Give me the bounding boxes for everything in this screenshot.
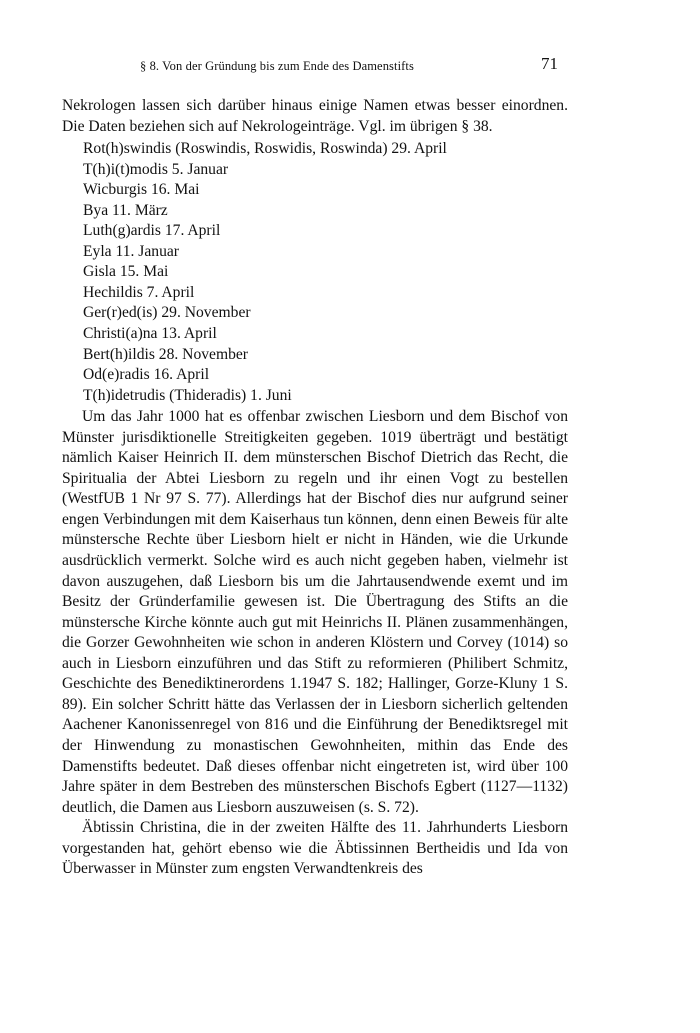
list-item: T(h)i(t)modis 5. Januar	[83, 160, 229, 178]
list-item: T(h)idetrudis (Thideradis) 1. Juni	[83, 386, 292, 404]
list-item: Eyla 11. Januar	[83, 242, 179, 260]
list-item: Hechildis 7. April	[83, 283, 195, 301]
list-item: Rot(h)swindis (Roswindis, Roswidis, Roswinda) 29. April	[83, 140, 447, 158]
body-paragraph: Um das Jahr 1000 hat es offenbar zwischen Liesborn und dem Bischof von Münster jurisdiktionelle Streitigkeiten gegeben. 1019 überträgt und bestätigt nämlich Kaiser Heinrich II. dem münsterschen Bischof Dietrich das Recht, die Spiritualia der Abtei Liesborn zu regeln und ihr einen Vogt zu bestellen (WestfUB 1 Nr 97 S. 77). Allerdings hat der Bischof dies nur aufgrund seiner engen Verbindungen mit dem Kaiserhaus tun können, denn einen Beweis für alte münstersche Rechte über Liesborn hielt er nicht in Händen, wie die Urkunde ausdrücklich vermerkt. Solche wird es auch nicht gegeben haben, vielmehr ist davon auszugehen, daß Liesborn bis um die Jahrtausendwende exemt und im Besitz der Gründerfamilie gewesen ist. Die Übertragung des Stifts an die münstersche Kirche könnte auch gut mit Heinrichs II. Plänen zusammenhängen, die Gorzer Gewohnheiten wie schon in anderen Klöstern und Corvey (1014) so auch in Liesborn einzuführen und das Stift zu reformieren (Philibert Schmitz, Geschichte des Benediktinerordens 1.1947 S. 182; Hallinger, Gorze-Kluny 1 S. 89). Ein solcher Schritt hätte das Verlassen der in Liesborn sicherlich geltenden Aachener Kanonissenregel von 816 und die Einführung der Benediktsregel mit der Hinwendung zu monastischen Gewohnheiten, mithin das Ende des Damenstifts bedeutet. Daß dieses offenbar nicht eingetreten ist, wird über 100 Jahre später in dem Bestreben des münsterschen Bischofs Egbert (1127—1132) deutlich, die Damen aus Liesborn auszuweisen (s. S. 72).	[62, 408, 568, 816]
body-paragraph: Äbtissin Christina, die in der zweiten Hälfte des 11. Jahrhunderts Liesborn vorgestanden hat, gehört ebenso wie die Äbtissinnen Bertheidis und Ida von Überwasser in Münster zum engsten Verwandtenkreis des	[62, 819, 568, 878]
list-item: Bya 11. März	[83, 201, 168, 219]
running-head: § 8. Von der Gründung bis zum Ende des Damenstifts	[140, 59, 414, 73]
main-text	[62, 96, 568, 880]
list-item: Christi(a)na 13. April	[83, 325, 217, 343]
list-item: Ger(r)ed(is) 29. November	[83, 304, 251, 322]
list-item: Od(e)radis 16. April	[83, 366, 210, 384]
list-item: Gisla 15. Mai	[83, 263, 169, 281]
list-item: Luth(g)ardis 17. April	[83, 222, 221, 240]
page-number: 71	[541, 54, 558, 73]
list-item: Wicburgis 16. Mai	[83, 181, 200, 199]
intro-paragraph: Nekrologen lassen sich darüber hinaus einige Namen etwas besser einordnen. Die Daten beziehen sich auf Nekrologeinträge. Vgl. im übrigen § 38.	[62, 97, 568, 135]
name-list	[62, 139, 568, 406]
list-item: Bert(h)ildis 28. November	[83, 345, 248, 363]
